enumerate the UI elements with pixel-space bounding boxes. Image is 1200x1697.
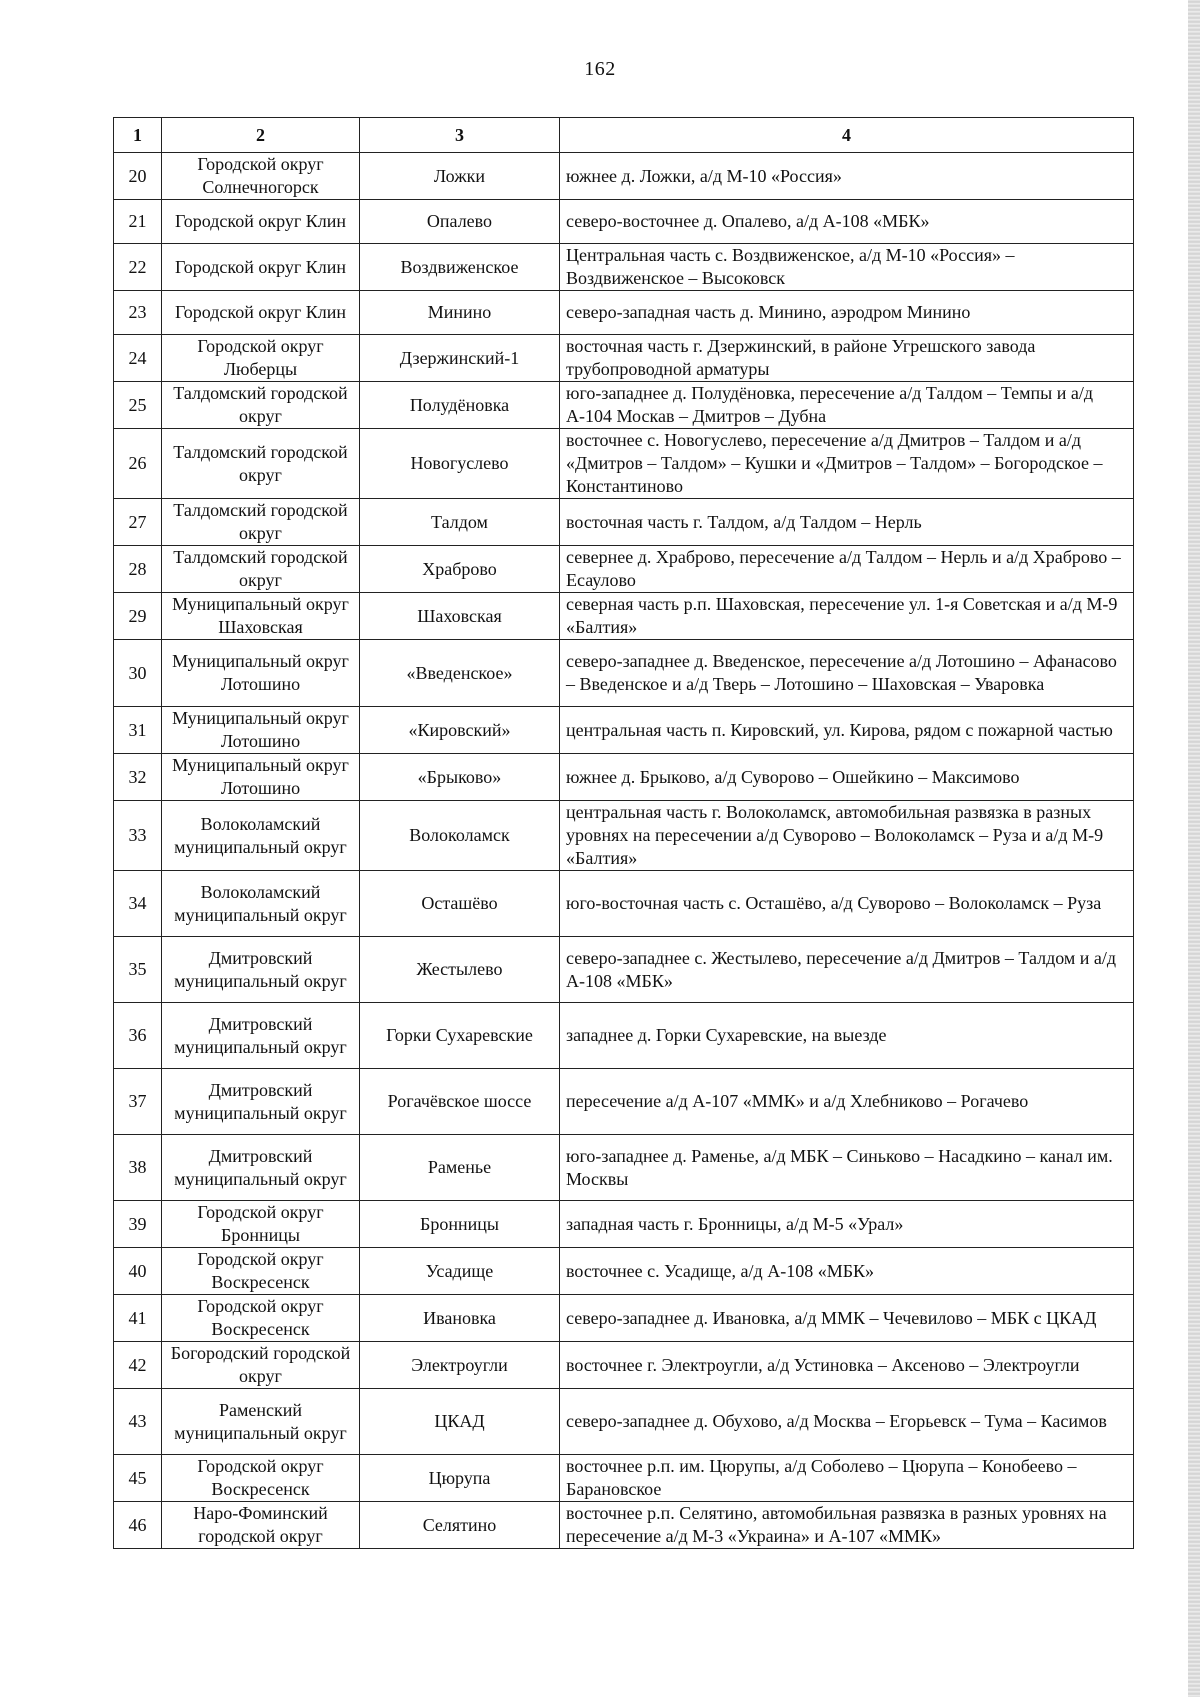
row-district: Волоколамский муниципальный округ [162,871,360,937]
table-row [114,707,1134,754]
row-description: восточнее р.п. Селятино, автомобильная развязка в разных уровнях на пересечение а/д М-3 «Украина» и А-107 «ММК» [560,1502,1134,1549]
row-place: Электроугли [360,1342,560,1389]
row-number: 34 [114,871,162,937]
row-number: 38 [114,1135,162,1201]
row-district: Городской округ Воскресенск [162,1295,360,1342]
row-number: 45 [114,1455,162,1502]
row-place: Талдом [360,499,560,546]
row-district: Муниципальный округ Лотошино [162,707,360,754]
row-district: Муниципальный округ Лотошино [162,640,360,707]
row-description: Центральная часть с. Воздвиженское, а/д М-10 «Россия» – Воздвиженское – Высоковск [560,244,1134,291]
row-place: Раменье [360,1135,560,1201]
table-row [114,754,1134,801]
row-description: западнее д. Горки Сухаревские, на выезде [560,1003,1134,1069]
row-district: Талдомский городской округ [162,546,360,593]
row-district: Наро-Фоминский городской округ [162,1502,360,1549]
row-place: Шаховская [360,593,560,640]
row-description: северо-западнее д. Ивановка, а/д ММК – Чечевилово – МБК с ЦКАД [560,1295,1134,1342]
row-district: Городской округ Клин [162,291,360,335]
row-description: пересечение а/д А-107 «ММК» и а/д Хлебниково – Рогачево [560,1069,1134,1135]
row-district: Талдомский городской округ [162,382,360,429]
table-row [114,1389,1134,1455]
row-description: центральная часть п. Кировский, ул. Кирова, рядом с пожарной частью [560,707,1134,754]
row-number: 42 [114,1342,162,1389]
table-row [114,335,1134,382]
header-col-4: 4 [560,118,1134,153]
row-number: 20 [114,153,162,200]
row-number: 36 [114,1003,162,1069]
table-row [114,1295,1134,1342]
row-number: 29 [114,593,162,640]
table-row [114,593,1134,640]
row-place: Волоколамск [360,801,560,871]
table-row [114,244,1134,291]
row-description: юго-восточная часть с. Осташёво, а/д Суворово – Волоколамск – Руза [560,871,1134,937]
row-number: 35 [114,937,162,1003]
row-description: восточнее с. Усадище, а/д А-108 «МБК» [560,1248,1134,1295]
row-place: Новогуслево [360,429,560,499]
row-description: восточнее с. Новогуслево, пересечение а/д Дмитров – Талдом и а/д «Дмитров – Талдом» – Кушки и «Дмитров – Талдом» – Богородское – Константиново [560,429,1134,499]
table-row [114,1201,1134,1248]
row-district: Талдомский городской округ [162,499,360,546]
row-description: западная часть г. Бронницы, а/д М-5 «Урал» [560,1201,1134,1248]
row-number: 37 [114,1069,162,1135]
row-description: центральная часть г. Волоколамск, автомобильная развязка в разных уровнях на пересечении а/д Суворово – Волоколамск – Руза и а/д М-9 «Балтия» [560,801,1134,871]
table-row [114,640,1134,707]
row-description: северо-западнее д. Обухово, а/д Москва – Егорьевск – Тума – Касимов [560,1389,1134,1455]
row-number: 30 [114,640,162,707]
row-description: северо-восточнее д. Опалево, а/д А-108 «МБК» [560,200,1134,244]
row-place: Усадище [360,1248,560,1295]
table-row [114,1455,1134,1502]
row-number: 43 [114,1389,162,1455]
row-place: Воздвиженское [360,244,560,291]
row-place: «Брыково» [360,754,560,801]
table-body [114,153,1134,1549]
row-place: Рогачёвское шоссе [360,1069,560,1135]
table-row [114,1135,1134,1201]
row-number: 28 [114,546,162,593]
locations-table [113,117,1134,1549]
table-row [114,499,1134,546]
table-row [114,1003,1134,1069]
row-description: северо-западнее с. Жестылево, пересечение а/д Дмитров – Талдом и а/д А-108 «МБК» [560,937,1134,1003]
row-description: южнее д. Брыково, а/д Суворово – Ошейкино – Максимово [560,754,1134,801]
row-number: 23 [114,291,162,335]
row-number: 27 [114,499,162,546]
row-description: южнее д. Ложки, а/д М-10 «Россия» [560,153,1134,200]
header-col-3: 3 [360,118,560,153]
table-row [114,1342,1134,1389]
row-district: Дмитровский муниципальный округ [162,1069,360,1135]
table-row [114,382,1134,429]
row-number: 25 [114,382,162,429]
row-number: 21 [114,200,162,244]
row-description: севернее д. Храброво, пересечение а/д Талдом – Нерль и а/д Храброво – Есаулово [560,546,1134,593]
scan-edge [1188,0,1200,1697]
row-district: Богородский городской округ [162,1342,360,1389]
table-row [114,871,1134,937]
row-number: 40 [114,1248,162,1295]
row-place: Селятино [360,1502,560,1549]
table-row [114,1069,1134,1135]
row-place: ЦКАД [360,1389,560,1455]
row-place: Жестылево [360,937,560,1003]
row-place: Осташёво [360,871,560,937]
row-number: 39 [114,1201,162,1248]
row-place: Бронницы [360,1201,560,1248]
row-description: восточнее р.п. им. Цюрупы, а/д Соболево – Цюрупа – Конобеево – Барановское [560,1455,1134,1502]
row-district: Дмитровский муниципальный округ [162,1135,360,1201]
row-district: Дмитровский муниципальный округ [162,937,360,1003]
row-description: юго-западнее д. Раменье, а/д МБК – Синьково – Насадкино – канал им. Москвы [560,1135,1134,1201]
row-number: 33 [114,801,162,871]
row-place: Ложки [360,153,560,200]
row-place: Ивановка [360,1295,560,1342]
row-place: Минино [360,291,560,335]
row-district: Городской округ Клин [162,200,360,244]
row-district: Муниципальный округ Лотошино [162,754,360,801]
row-number: 26 [114,429,162,499]
row-place: «Кировский» [360,707,560,754]
table-row [114,291,1134,335]
row-district: Раменский муниципальный округ [162,1389,360,1455]
table-header-row [114,118,1134,153]
row-description: северо-западнее д. Введенское, пересечение а/д Лотошино – Афанасово – Введенское и а/д Тверь – Лотошино – Шаховская – Уваровка [560,640,1134,707]
row-district: Талдомский городской округ [162,429,360,499]
row-district: Городской округ Клин [162,244,360,291]
row-description: юго-западнее д. Полудёновка, пересечение а/д Талдом – Темпы и а/д А-104 Москав – Дмитров – Дубна [560,382,1134,429]
row-district: Волоколамский муниципальный округ [162,801,360,871]
table-row [114,200,1134,244]
row-description: восточнее г. Электроугли, а/д Устиновка – Аксеново – Электроугли [560,1342,1134,1389]
row-number: 32 [114,754,162,801]
row-place: Горки Сухаревские [360,1003,560,1069]
table-row [114,801,1134,871]
row-description: восточная часть г. Дзержинский, в районе Угрешского завода трубопроводной арматуры [560,335,1134,382]
row-number: 22 [114,244,162,291]
row-description: восточная часть г. Талдом, а/д Талдом – Нерль [560,499,1134,546]
row-district: Городской округ Воскресенск [162,1248,360,1295]
row-place: «Введенское» [360,640,560,707]
row-district: Городской округ Люберцы [162,335,360,382]
row-number: 31 [114,707,162,754]
table-row [114,937,1134,1003]
row-district: Городской округ Бронницы [162,1201,360,1248]
row-description: северная часть р.п. Шаховская, пересечение ул. 1-я Советская и а/д М-9 «Балтия» [560,593,1134,640]
page-number: 162 [584,58,616,80]
row-place: Цюрупа [360,1455,560,1502]
row-district: Городской округ Воскресенск [162,1455,360,1502]
row-place: Храброво [360,546,560,593]
table-row [114,546,1134,593]
row-description: северо-западная часть д. Минино, аэродром Минино [560,291,1134,335]
table-row [114,1502,1134,1549]
row-number: 24 [114,335,162,382]
table-row [114,429,1134,499]
row-district: Дмитровский муниципальный округ [162,1003,360,1069]
header-col-1: 1 [114,118,162,153]
row-number: 46 [114,1502,162,1549]
row-district: Городской округ Солнечногорск [162,153,360,200]
row-place: Полудёновка [360,382,560,429]
header-col-2: 2 [162,118,360,153]
row-place: Опалево [360,200,560,244]
table-row [114,1248,1134,1295]
row-district: Муниципальный округ Шаховская [162,593,360,640]
row-number: 41 [114,1295,162,1342]
row-place: Дзержинский-1 [360,335,560,382]
table-row [114,153,1134,200]
